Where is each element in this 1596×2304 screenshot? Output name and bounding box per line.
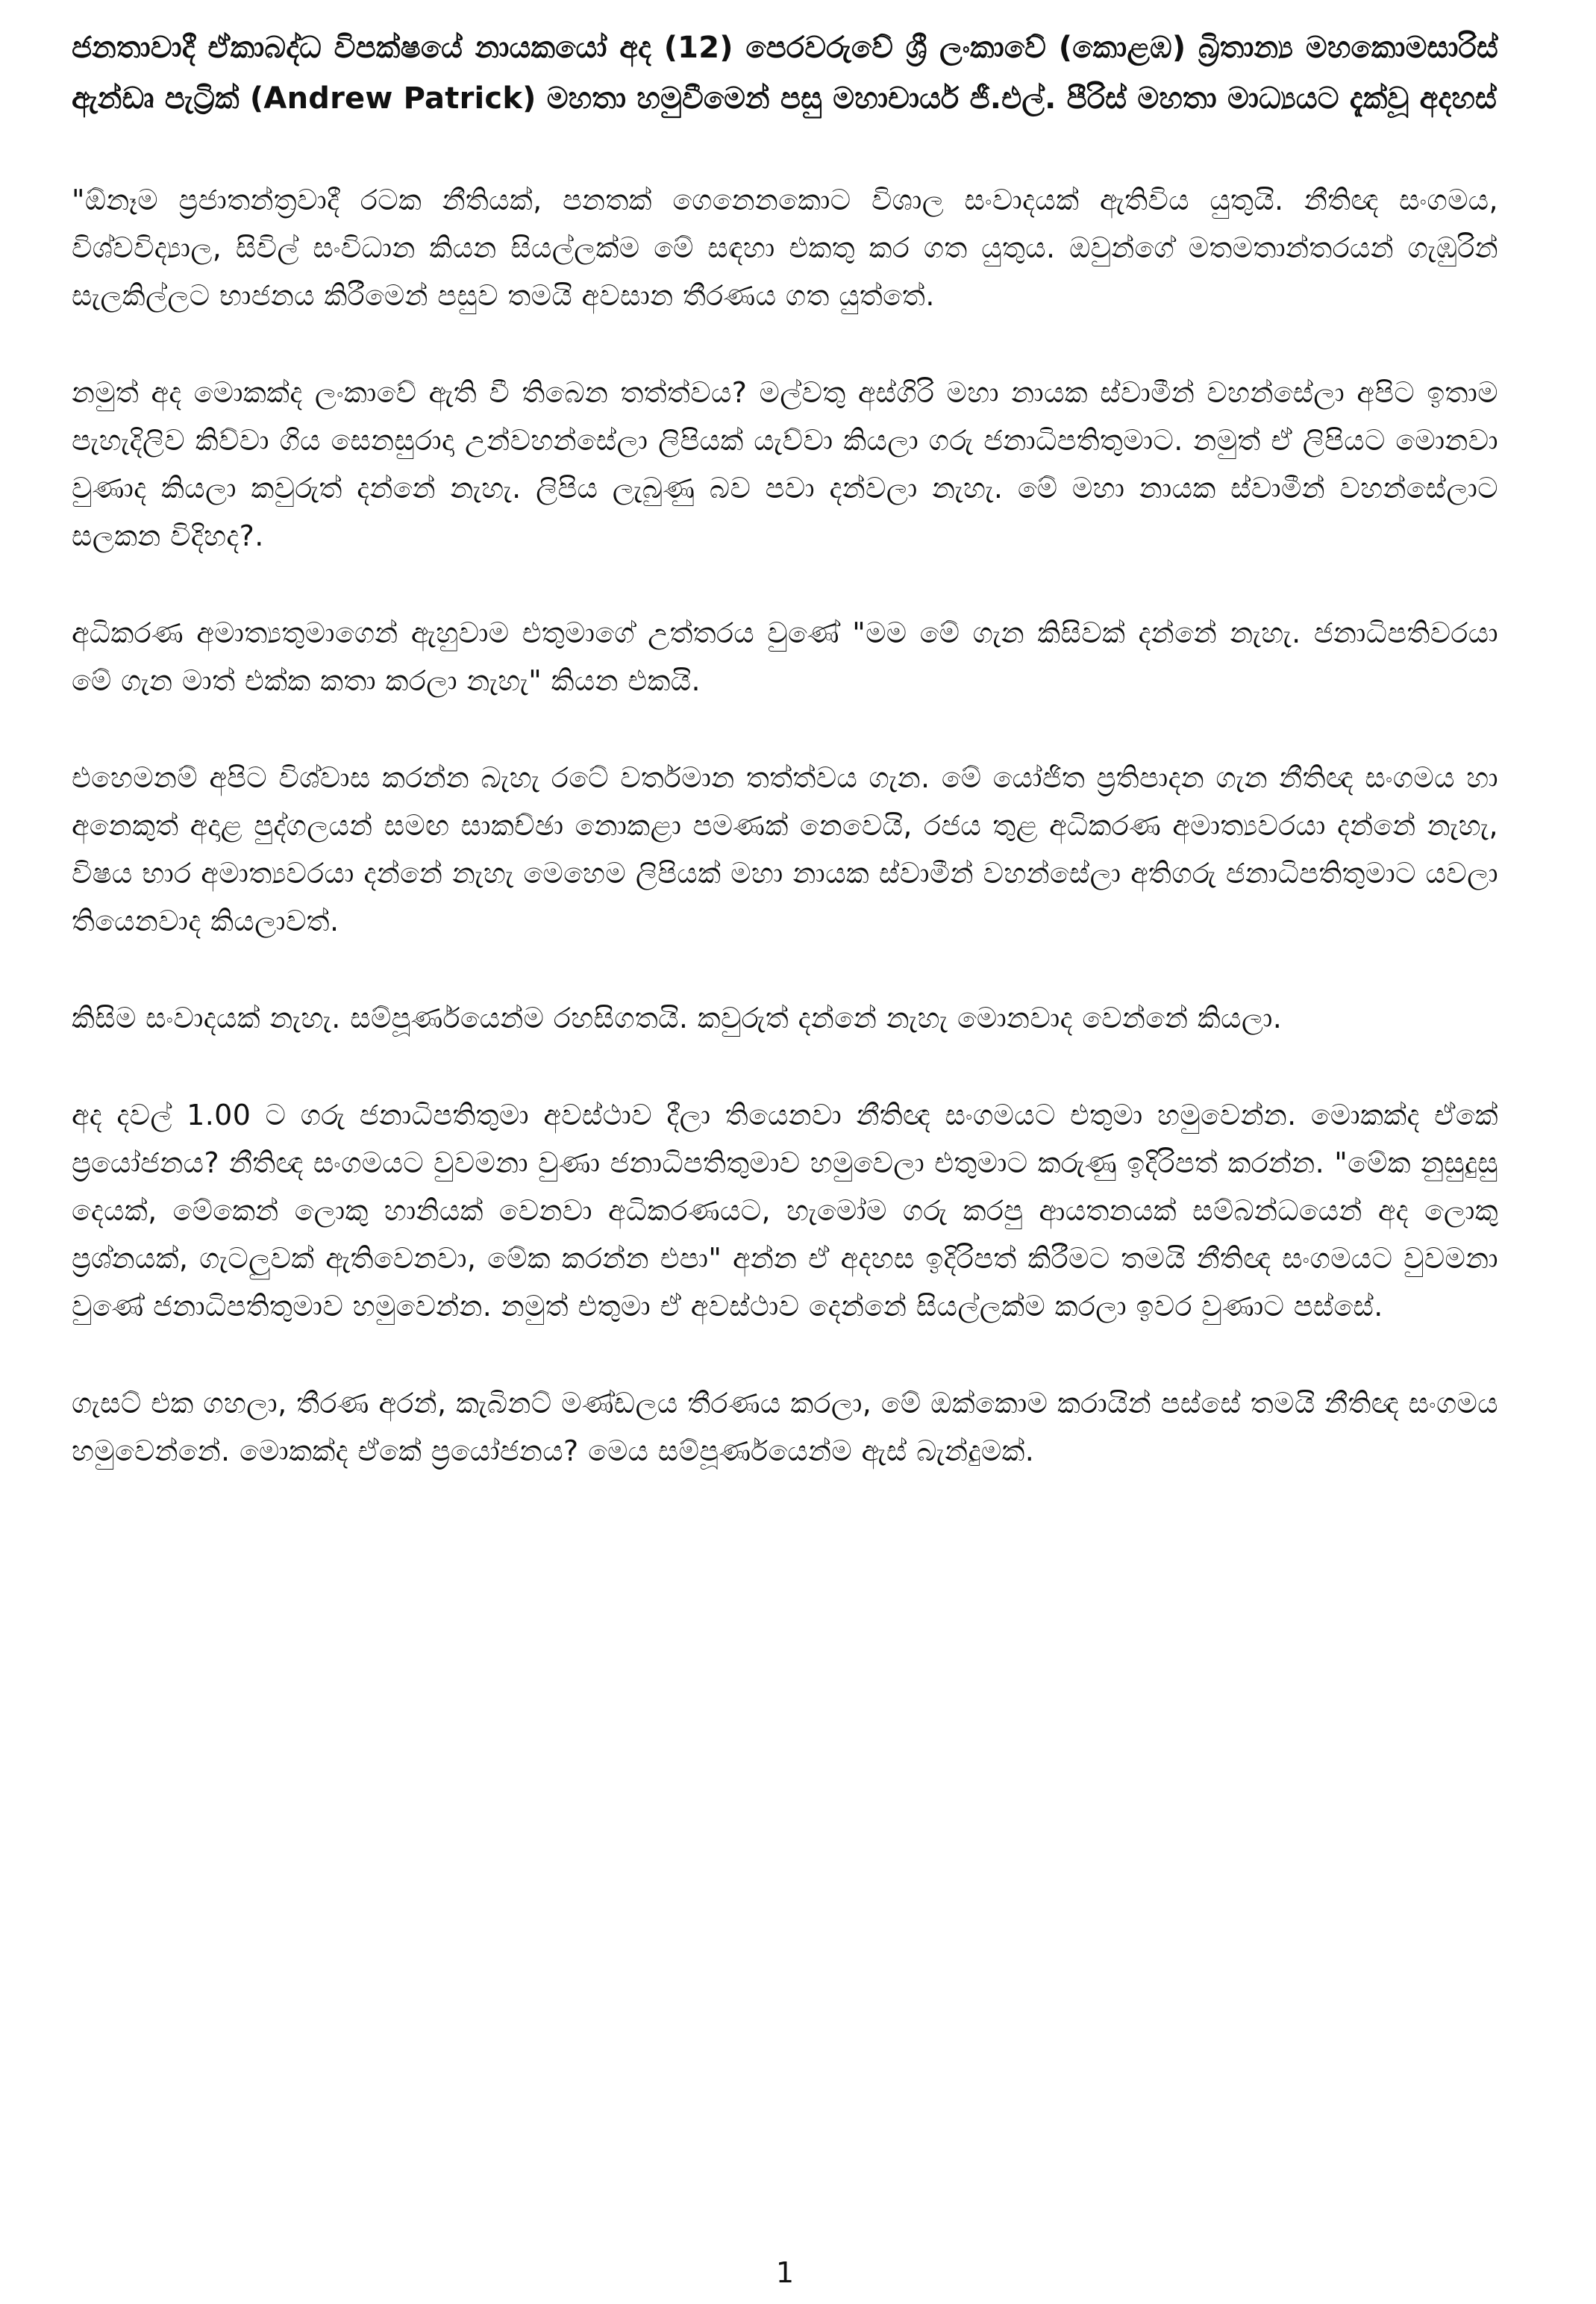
paragraph-5: කිසිම සංවාදයක් නැහැ. සම්පූර්ණයෙන්ම රහසිගතයි. කවුරුත් දන්නේ නැහැ මොනවාද වෙන්නේ කියලා. <box>72 1002 1283 1034</box>
paragraph-6: අද දවල් 1.00 ට ගරු ජනාධිපතිතුමා අවස්ථාව දීලා තියෙනවා නීතිඥ සංගමයට එතුමා හමුවෙන්න. මොකක්ද ඒකේ ප්‍රයෝජනය? නීතිඥ සංගමයට වුවමනා වුණා ජනාධිපතිතුමාව හමුවෙලා එතුමාට කරුණු ඉදිරිපත් කරන්න. "මේක නුසුදුසු දෙයක්, මේකෙන් ලොකු හානියක් වෙනවා අධිකරණයට, හැමෝම ගරු කරපු ආයතනයක් සම්බන්ධයෙන් අද ලොකු ප්‍රශ්නයක්, ගැටලුවක් ඇතිවෙනවා, මේක කරන්න එපා" අන්න ඒ අදහස ඉදිරිපත් කිරීමට තමයි නීතිඥ සංගමයට වුවමනා වුණේ ජනාධිපතිතුමාව හමුවෙන්න. නමුත් එතුමා ඒ අවස්ථාව දෙන්නේ සියල්ලක්ම කරලා ඉවර වුණාට පස්සේ. <box>72 1099 1498 1323</box>
document-title: ජනතාවාදී ඒකාබද්ධ විපක්ෂයේ නායකයෝ අද (12) පෙරවරුවේ ශ්‍රී ලංකාවේ (කොළඹ) බ්‍රිතාන්‍ය මහකොමසාරිස් ඇන්ඩෘ පැට්‍රික් (Andrew Patrick) මහතා හමුවීමෙන් පසු මහාචාර්ය ජී.එල්. පීරිස් මහතා මාධ්‍යයට දැක්වූ අදහස් <box>72 31 1498 116</box>
paragraph-3: අධිකරණ අමාත්‍යතුමාගෙන් ඇහුවාම එතුමාගේ උත්තරය වුණේ "මම මේ ගැන කිසිවක් දන්නේ නැහැ. ජනාධිපතිවරයා මේ ගැන මාත් එක්ක කතා කරලා නැහැ" කියන එකයි. <box>72 616 1498 697</box>
paragraph-4: එහෙමනම් අපිට විශ්වාස කරන්න බැහැ රටේ වර්තමාන තත්ත්වය ගැන. මේ යෝජිත ප්‍රතිපාදන ගැන නීතිඥ සංගමය හා අනෙකුත් අදාළ පුද්ගලයන් සමඟ සාකච්ඡා නොකළා පමණක් නෙවෙයි, රජය තුළ අධිකරණ අමාත්‍යවරයා දන්නේ නැහැ, විෂය භාර අමාත්‍යවරයා දන්නේ නැහැ මෙහෙම ලිපියක් මහා නායක ස්වාමීන් වහන්සේලා අතිගරු ජනාධිපතිතුමාට යවලා තියෙනවාද කියලාවත්. <box>72 761 1498 937</box>
paragraph-2: නමුත් අද මොකක්ද ලංකාවේ ඇති වී තිබෙන තත්ත්වය? මල්වතු අස්ගිරි මහා නායක ස්වාමීන් වහන්සේලා අපිට ඉතාම පැහැදිලිව කිව්වා ගිය සෙනසුරාදා උන්වහන්සේලා ලිපියක් යැව්වා කියලා ගරු ජනාධිපතිතුමාට. නමුත් ඒ ලිපියට මොනවා වුණාද කියලා කවුරුත් දන්නේ නැහැ. ලිපිය ලැබුණු බව පවා දන්වලා නැහැ. මේ මහා නායක ස්වාමීන් වහන්සේලාට සලකන විදිහද?. <box>72 376 1498 552</box>
spacer <box>72 945 1498 994</box>
spacer <box>72 1042 1498 1091</box>
spacer <box>72 705 1498 754</box>
paragraph-7: ගැසට් එක ගහලා, තීරණ අරන්, කැබිනට් මණ්ඩලය තීරණය කරලා, මේ ඔක්කොම කරායින් පස්සේ තමයි නීතිඥ සංගමය හමුවෙන්නේ. මොකක්ද ඒකේ ප්‍රයෝජනය? මෙය සම්පූර්ණයෙන්ම ඇස් බැන්දුමක්. <box>72 1387 1498 1467</box>
paragraph-1: "ඕනෑම ප්‍රජාතන්ත්‍රවාදී රටක නීතියක්, පනතක් ගෙනෙනකොට විශාල සංවාදයක් ඇතිවිය යුතුයි. නීතිඥ සංගමය, විශ්වවිද්‍යාල, සිවිල් සංවිධාන කියන සියල්ලක්ම මේ සඳහා එකතු කර ගත යුතුය. ඔවුන්ගේ මතමතාන්තරයන් ගැඹුරින් සැලකිල්ලට භාජනය කිරීමෙන් පසුව තමයි අවසාන තීරණය ගත යුත්තේ. <box>72 184 1498 312</box>
spacer <box>72 560 1498 609</box>
spacer <box>72 1330 1498 1379</box>
document-page <box>72 22 1498 2289</box>
page-number: 1 <box>775 2256 795 2289</box>
spacer <box>72 124 1498 176</box>
spacer <box>72 319 1498 369</box>
